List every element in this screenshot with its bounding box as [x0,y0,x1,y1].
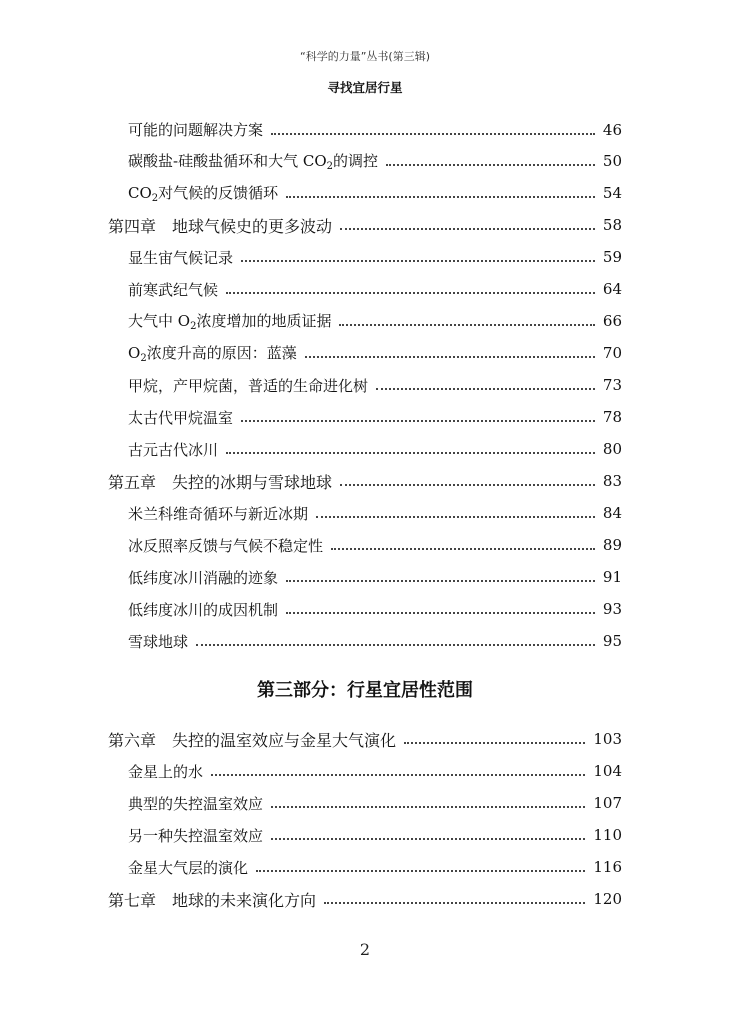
dot-leader [241,259,595,262]
dot-leader [271,132,595,135]
toc-page-number: 93 [602,600,622,618]
toc-entry[interactable] [128,277,622,301]
toc-entry[interactable] [128,373,622,397]
dot-leader [226,291,595,294]
toc-entry[interactable] [128,437,622,461]
toc-page-number: 78 [602,408,622,426]
toc-chapter-entry[interactable] [108,887,622,911]
toc-entry[interactable] [128,341,622,365]
toc-entry-title: 第五章 失控的冰期与雪球地球 [108,472,333,492]
toc-page-number: 120 [593,890,622,908]
toc-entry[interactable] [128,533,622,557]
book-title: 寻找宜居行星 [327,80,403,95]
toc-entry[interactable] [128,597,622,621]
toc-entry-title: 前寒武纪气候 [128,280,219,299]
toc-page-number: 73 [602,376,622,394]
toc-entry-title: 冰反照率反馈与气候不稳定性 [128,536,324,555]
toc-page-number: 70 [602,344,622,362]
dot-leader [316,515,595,518]
toc-page-number: 46 [602,121,622,139]
dot-leader [286,579,595,582]
toc-page-number: 54 [602,184,622,202]
page-number: 2 [359,940,371,959]
dot-leader [286,195,595,198]
dot-leader [271,805,585,808]
toc-entry-title: 第四章 地球气候史的更多波动 [108,216,333,236]
toc-page-number: 83 [602,472,622,490]
dot-leader [340,227,595,230]
toc-entry[interactable] [128,759,622,783]
toc-entry-title: $O_2$浓度升高的原因：蓝藻 [128,344,297,364]
toc-entry[interactable] [128,791,622,815]
toc-entry-title: 金星上的水 [128,762,204,781]
toc-page-number: 80 [602,440,622,458]
toc-page-number: 64 [602,280,622,298]
toc-entry-title: 雪球地球 [128,632,189,651]
toc-entry[interactable] [128,309,622,333]
toc-entry[interactable] [128,565,622,589]
toc-chapter-entry[interactable] [108,213,622,237]
toc-entry[interactable] [128,245,622,269]
dot-leader [241,419,595,422]
toc-page-number: 58 [602,216,622,234]
toc-page-number: 103 [593,730,622,748]
dot-leader [404,741,585,744]
part-heading: 第三部分：行星宜居性范围 [257,680,473,701]
toc-entry-title: 典型的失控温室效应 [128,794,264,813]
toc-entry-title: 第七章 地球的未来演化方向 [108,890,317,910]
dot-leader [196,643,595,646]
toc-entry-title: 米兰科维奇循环与新近冰期 [128,504,309,523]
toc-entry-title: $CO_2$对气候的反馈循环 [128,184,279,204]
toc-entry-title: 太古代甲烷温室 [128,408,234,427]
toc-entry-title: 碳酸盐-硅酸盐循环和大气 $CO_2$的调控 [128,152,379,172]
toc-entry-title: 另一种失控温室效应 [128,826,264,845]
toc-entry[interactable] [128,823,622,847]
toc-entry-title: 可能的问题解决方案 [128,121,264,139]
toc-entry-title: 低纬度冰川消融的迹象 [128,568,279,587]
toc-entry-title: 甲烷，产甲烷菌，普适的生命进化树 [128,376,369,395]
toc-chapter-entry[interactable] [108,727,622,751]
dot-leader [340,483,595,486]
toc-entry[interactable] [128,855,622,879]
toc-entry-title: 低纬度冰川的成因机制 [128,600,279,619]
toc-entry[interactable] [128,629,622,653]
toc-chapter-entry[interactable] [108,469,622,493]
toc-entry[interactable] [128,405,622,429]
toc-entry-title: 显生宙气候记录 [128,248,234,267]
toc-page-number: 116 [593,858,622,876]
toc-page-number: 107 [593,794,622,812]
toc-page-number: 89 [602,536,622,554]
dot-leader [305,355,595,358]
toc-entry-title: 大气中 $O_2$浓度增加的地质证据 [128,312,332,332]
dot-leader [256,869,585,872]
dot-leader [271,837,585,840]
toc-page-number: 104 [593,762,622,780]
series-title: “科学的力量”丛书(第三辑) [300,50,430,63]
dot-leader [331,547,595,550]
dot-leader [226,451,595,454]
toc-entry-title: 第六章 失控的温室效应与金星大气演化 [108,730,397,750]
dot-leader [376,387,595,390]
toc-entry[interactable] [128,118,622,142]
dot-leader [324,901,585,904]
dot-leader [339,323,594,326]
toc-entry[interactable] [128,149,622,173]
dot-leader [286,611,595,614]
toc-page-number: 50 [602,152,622,170]
dot-leader [386,163,595,166]
toc-page-number: 110 [593,826,622,844]
toc-entry[interactable] [128,501,622,525]
toc-page-number: 91 [602,568,622,586]
toc-page-number: 66 [602,312,622,330]
toc-page-number: 95 [602,632,622,650]
toc-entry-title: 金星大气层的演化 [128,858,249,877]
toc-page-number: 84 [602,504,622,522]
toc-page-number: 59 [602,248,622,266]
toc-entry-title: 古元古代冰川 [128,440,219,459]
dot-leader [211,773,585,776]
toc-entry[interactable] [128,181,622,205]
